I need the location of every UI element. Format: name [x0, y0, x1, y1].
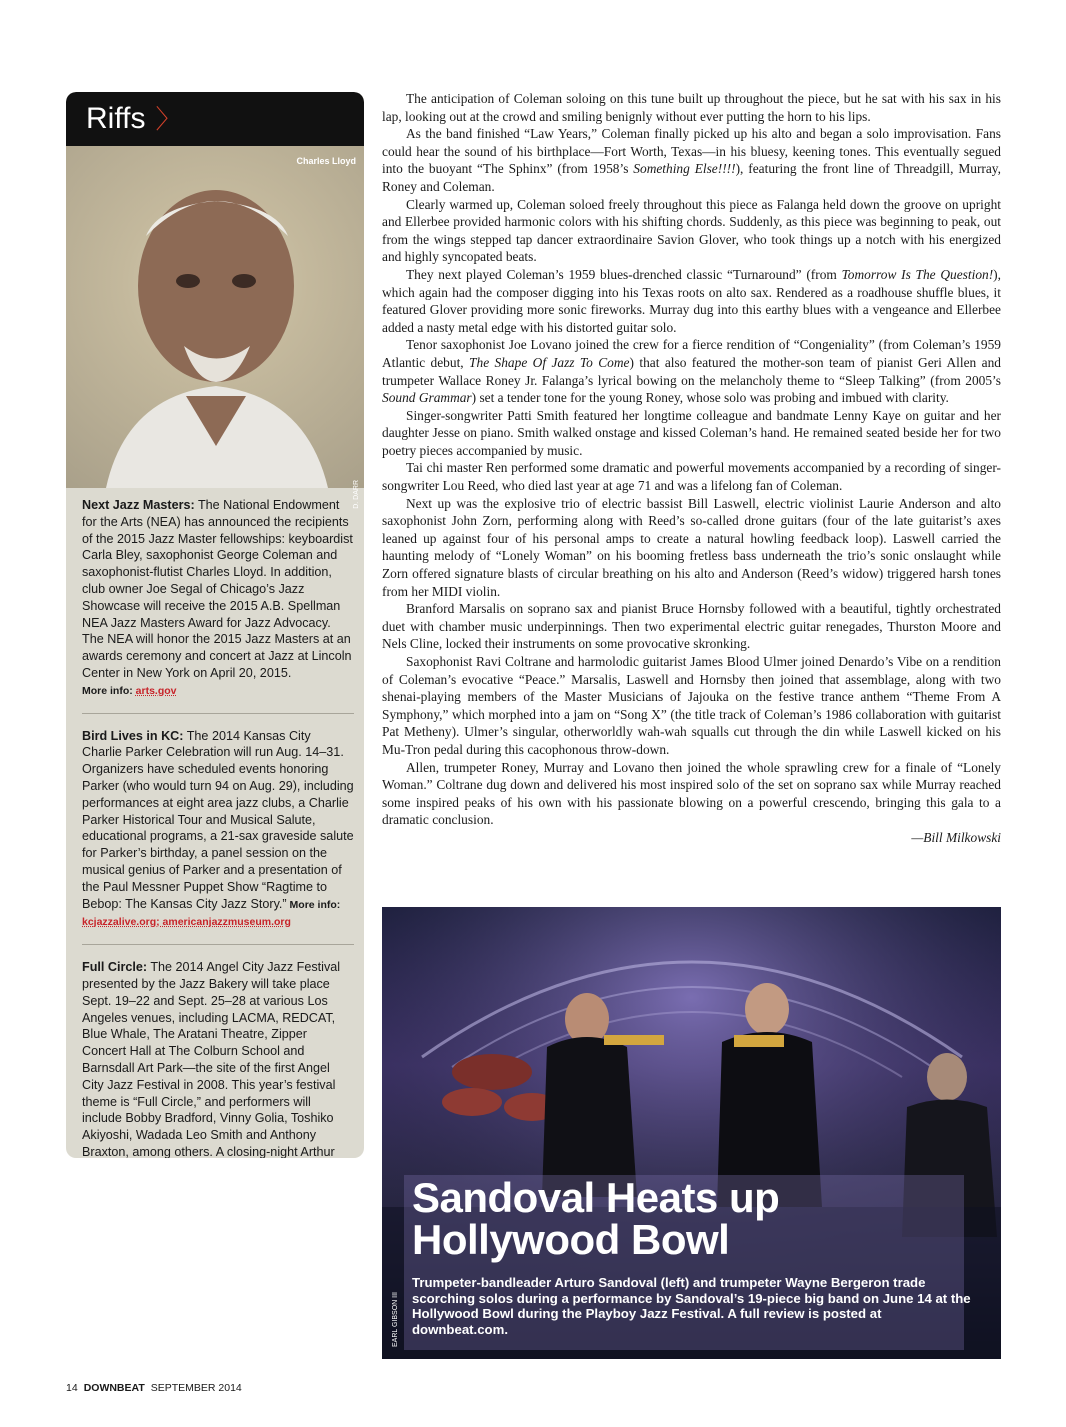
item-body: The National Endowment for the Arts (NEA) has announced the recipients of the 2015 Jazz Master fellowships: keyboardist Carla Bley, saxophonist George Coleman and saxophonist-flutist Charles Lloyd. In addition, club owner Joe Segal of Chicago’s Jazz Showcase will receive the 2015 A.B. Spellman NEA Jazz Masters Award for Jazz Advocacy. The NEA will honor the 2015 Jazz Masters at an awards ceremony and concert at Jazz at Lincoln Center in New York on April 20, 2015. — [82, 498, 353, 680]
photo-caption-text: Trumpeter-bandleader Arturo Sandoval (left) and trumpeter Wayne Bergeron trade scorching solos during a performance by Sandoval’s 19-piece big band on June 14 at the Hollywood Bowl during the Playboy Jazz Festival. A full review is posted at downbeat.com. — [412, 1275, 971, 1337]
article-body — [382, 90, 1001, 847]
text-run: ), featuring the front line of Threadgill, Murray, Roney and Coleman. — [382, 161, 1001, 194]
text-run: ) set a tender tone for the young Roney, whose solo was probing and imbued with clarity. — [471, 390, 949, 406]
item-heading: Next Jazz Masters: — [82, 498, 195, 512]
text-run: Tenor saxophonist Joe Lovano joined the crew for a fierce rendition of “Congeniality” (from Coleman’s 1959 Atlantic debut, — [382, 337, 1001, 370]
sidebar-header — [66, 92, 364, 146]
photo-credit: D. DARR — [353, 480, 360, 509]
article-paragraph — [382, 266, 1001, 336]
article-paragraph — [382, 407, 1001, 460]
photo-credit: EARL GIBSON III — [392, 1292, 399, 1347]
text-run: ) that also featured the mother-son team of pianist Geri Allen and trumpeter Wallace Roney Jr. Falanga’s lyrical bowing on the melancholy theme to “Sleep Talking” (from 2005’s — [382, 354, 1001, 388]
item-body: The 2014 Kansas City Charlie Parker Celebration will run Aug. 14–31. Organizers have scheduled events honoring Parker (who would turn 94 on Aug. 29), including performances at eight area jazz clubs, a Charlie Parker Historical Tour and Musical Salute, educational programs, a 21-sax graveside salute for Parker’s birthday, a panel session on the musical genius of Parker and a presentation of the Paul Messner Puppet Show “Ragtime to Bebop: The Kansas City Jazz Story.” — [82, 728, 354, 911]
text-run: The anticipation of Coleman soloing on this tune built up throughout the piece, but he sat with his sax in his lap, looking out at the crowd and smiling benignly without ever putting the horn to his lips. — [382, 91, 1001, 124]
text-run: As the band finished “Law Years,” Coleman finally picked up his alto and began a solo improvisation. Fans could hear the sound of his birthplace—Fort Worth, Texas—in his bluesy, keening tones. This eventually segued into the buoyant “The Sphinx” (from 1958’s — [382, 126, 1001, 177]
photo-headline — [412, 1174, 780, 1263]
article-paragraph — [382, 125, 1001, 195]
album-title: Tomorrow Is The Question! — [841, 266, 994, 282]
text-run: ), which again had the composer digging into his Texas roots on alto sax. Rendered as a roadhouse shuffle blues, it featured Glover providing more sonic fireworks. Murray dug into this earthy blues with a vengeance and Ellerbee added a nasty metal edge with his distorted guitar solo. — [382, 266, 1001, 335]
headline-line: Sandoval Heats up — [412, 1174, 780, 1221]
news-item-jazz-masters — [82, 497, 354, 714]
item-heading: Bird Lives in KC: — [82, 728, 184, 743]
article-paragraph — [382, 653, 1001, 759]
page-footer — [66, 1382, 242, 1394]
text-run: Singer-songwriter Patti Smith featured her longtime colleague and bandmate Lenny Kaye on guitar and her daughter Jesse on piano. Smith walked onstage and kissed Coleman’s hand. He remained seated beside her for two poetry pieces accompanied by music. — [382, 407, 1001, 458]
text-run: Saxophonist Ravi Coltrane and harmolodic guitarist James Blood Ulmer joined Denardo’s Vibe on a rendition of Coleman’s evocative “Peace.” Marsalis, Laswell and Hornsby then joined that assemblage, along with two shenai-playing members of the Master Musicians of Jajouka on the festive trance anthem “Theme From A Symphony,” which morphed into a jam on “Song X” (the title track of Coleman’s 1986 collaboration with guitarist Pat Metheny). Ulmer’s singular, otherworldly wah-wah squalls cut through the din while Laswell kicked on his Mu-Tron pedal during this cacophonous throw-down. — [382, 654, 1001, 757]
article-paragraph — [382, 600, 1001, 653]
article-paragraph — [382, 759, 1001, 829]
item-heading: Full Circle: — [82, 960, 148, 975]
more-info-label: More info: — [82, 684, 136, 697]
article-paragraph — [382, 336, 1001, 406]
headline-line: Hollywood Bowl — [412, 1216, 730, 1263]
author-signoff: —Bill Milkowski — [911, 829, 1001, 845]
article-paragraph — [382, 196, 1001, 266]
text-run: Allen, trumpeter Roney, Murray and Lovano then joined the whole sprawling crew for a finale of “Lonely Woman.” Coltrane dug down and delivered his most inspired solo of the set on soprano sax while Murray reached some inspired peaks of his own with his passionate blowing on a powerful crescendo, bringing this gala to a dramatic conclusion. — [382, 759, 1001, 828]
more-info — [82, 683, 354, 700]
chevron-right-icon: 〉 — [155, 104, 182, 134]
riffs-sidebar — [66, 92, 364, 1158]
news-item-bird-lives — [82, 728, 354, 946]
magazine-name: DOWNBEAT — [83, 1382, 145, 1394]
album-title: Sound Grammar — [382, 390, 472, 406]
article-paragraph — [382, 90, 1001, 125]
portrait-illustration — [66, 146, 364, 488]
link-arts-gov[interactable]: arts.gov — [135, 684, 177, 697]
article-paragraph — [382, 495, 1001, 601]
page-number: 14 — [66, 1382, 78, 1394]
item-body: The 2014 Angel City Jazz Festival presented by the Jazz Bakery will take place Sept. 19–22 and Sept. 25–28 at various Los Angeles venues, including LACMA, REDCAT, Blue Whale, The Aratani Theatre, Zipper Concert Hall at The Colburn School and Barnsdall Art Park—the site of the first Angel City Jazz Festival in 2008. This year’s festival theme is “Full Circle,” and performers will include Bobby Bradford, Vinny Golia, Toshiko Akiyoshi, Wadada Leo Smith and Anthony Braxton, among others. A closing-night Arthur — [82, 960, 341, 1158]
issue-date: SEPTEMBER 2014 — [150, 1382, 242, 1394]
more-info-label: More info: — [286, 898, 341, 911]
photo-caption: Charles Lloyd — [296, 156, 356, 166]
link-kcjazz[interactable]: kcjazzalive.org; americanjazzmuseum.org — [82, 916, 291, 929]
text-run: They next played Coleman’s 1959 blues-drenched classic “Turnaround” (from — [406, 266, 842, 282]
text-run: Clearly warmed up, Coleman soloed freely throughout this piece as Falanga held down the groove on upright and Ellerbee provided harmonic colors with his shifting chords. Suddenly, as this piece was beginning to peak, out from the wings stepped tap dancer extraordinaire Savion Glover, who took things up a notch with his energized and highly syncopated beats. — [382, 196, 1001, 265]
text-run: Branford Marsalis on soprano sax and pianist Bruce Hornsby followed with a beautiful, tightly orchestrated duet with chamber music underpinnings. Then two experimental electric guitar renegades, Thurston Moore and Nels Cline, locked their instruments on some provocative skronking. — [382, 601, 1001, 652]
album-title: Something Else!!!! — [633, 161, 736, 177]
news-item-full-circle — [82, 959, 354, 1158]
section-title: Riffs — [86, 102, 146, 135]
text-run: Next up was the explosive trio of electric bassist Bill Laswell, electric violinist Laurie Anderson and alto saxophonist John Zorn, performing along with Reed’s so-called drone guitars (four of the late guitarist’s axes leaned up against four of his personal amps to create a natural howling feedback loop). Laswell carried the haunting melody of “Lonely Woman” on his booming fretless bass underneath the trio’s sonic onslaught while Zorn offered signature blasts of circular breathing on his alto and Anderson (Reed’s widow) triggered harsh tones from her MIDI violin. — [382, 495, 1001, 599]
text-run: Tai chi master Ren performed some dramatic and powerful movements accompanied by a recording of singer-songwriter Lou Reed, who died last year at age 71 and was a lifelong fan of Coleman. — [382, 460, 1001, 494]
article-paragraph — [382, 459, 1001, 494]
concert-photo — [382, 907, 1001, 1359]
album-title: The Shape Of Jazz To Come — [469, 354, 630, 370]
sidebar-items — [82, 497, 354, 1158]
